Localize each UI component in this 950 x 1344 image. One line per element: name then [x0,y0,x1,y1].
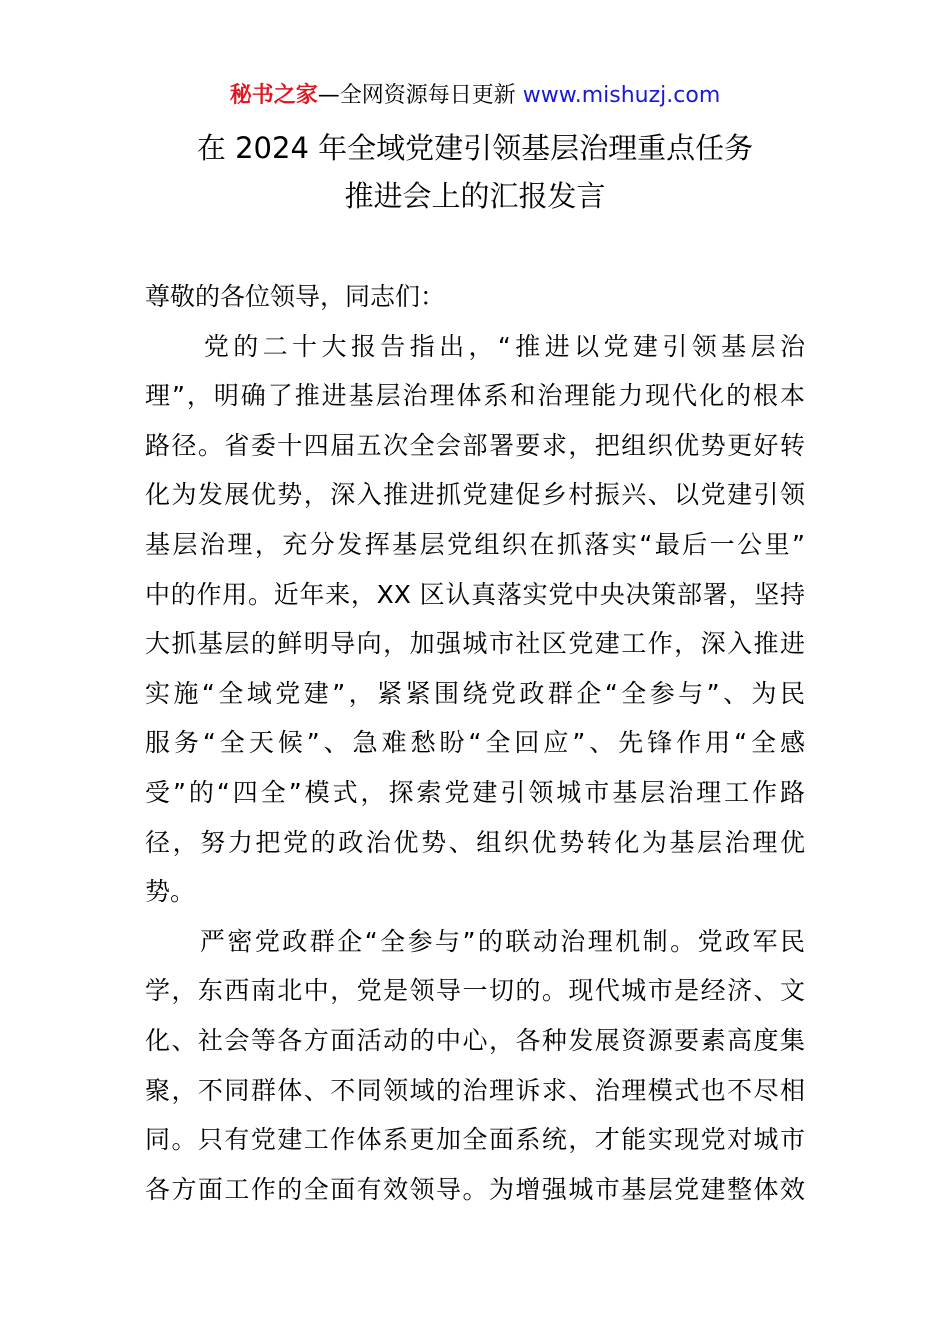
paragraph-line: 实施“全域党建”，紧紧围绕党政群企“全参与”、为民 [145,678,805,708]
paragraph-line: 严密党政群企“全参与”的联动治理机制。党政军民 [145,926,805,956]
paragraph-line: 学，东西南北中，党是领导一切的。现代城市是经济、文 [145,976,805,1006]
salutation: 尊敬的各位领导，同志们： [145,282,446,311]
site-header [0,80,950,112]
document-title-line-2: 推进会上的汇报发言 [344,179,606,213]
paragraph-line: 聚，不同群体、不同领域的治理诉求、治理模式也不尽相 [145,1075,805,1105]
paragraph-line: 化为发展优势，深入推进抓党建促乡村振兴、以党建引领 [145,480,805,510]
paragraph-line: 大抓基层的鲜明导向，加强城市社区党建工作，深入推进 [145,629,805,659]
paragraph-line: 受”的“四全”模式，探索党建引领城市基层治理工作路 [145,777,805,807]
paragraph-line: 径，努力把党的政治优势、组织优势转化为基层治理优 [145,827,805,857]
paragraph-line: 势。 [145,877,196,907]
site-url-link[interactable]: www.mishuzj.com [522,83,721,108]
paragraph-line: 化、社会等各方面活动的中心，各种发展资源要素高度集 [145,1025,805,1055]
header-tagline: —全网资源每日更新 [317,83,523,108]
paragraph-2 [145,917,805,1215]
document-title-line-1: 在 2024 年全域党建引领基层治理重点任务 [196,131,754,165]
paragraph-line: 服务“全天候”、急难愁盼“全回应”、先锋作用“全感 [145,728,805,758]
paragraph-line: 路径。省委十四届五次全会部署要求，把组织优势更好转 [145,430,805,460]
paragraph-line: 同。只有党建工作体系更加全面系统，才能实现党对城市 [145,1125,805,1155]
paragraph-line: 各方面工作的全面有效领导。为增强城市基层党建整体效 [145,1174,805,1204]
paragraph-line: 中的作用。近年来，XX 区认真落实党中央决策部署，坚持 [145,579,805,609]
paragraph-line: 基层治理，充分发挥基层党组织在抓落实“最后一公里” [145,529,805,559]
brand-name: 秘书之家 [229,83,318,108]
document-body [145,272,805,1214]
paragraph-line: 党的二十大报告指出，“推进以党建引领基层治 [145,331,805,361]
paragraph-line: 理”，明确了推进基层治理体系和治理能力现代化的根本 [145,381,805,411]
paragraph-1 [145,322,805,917]
